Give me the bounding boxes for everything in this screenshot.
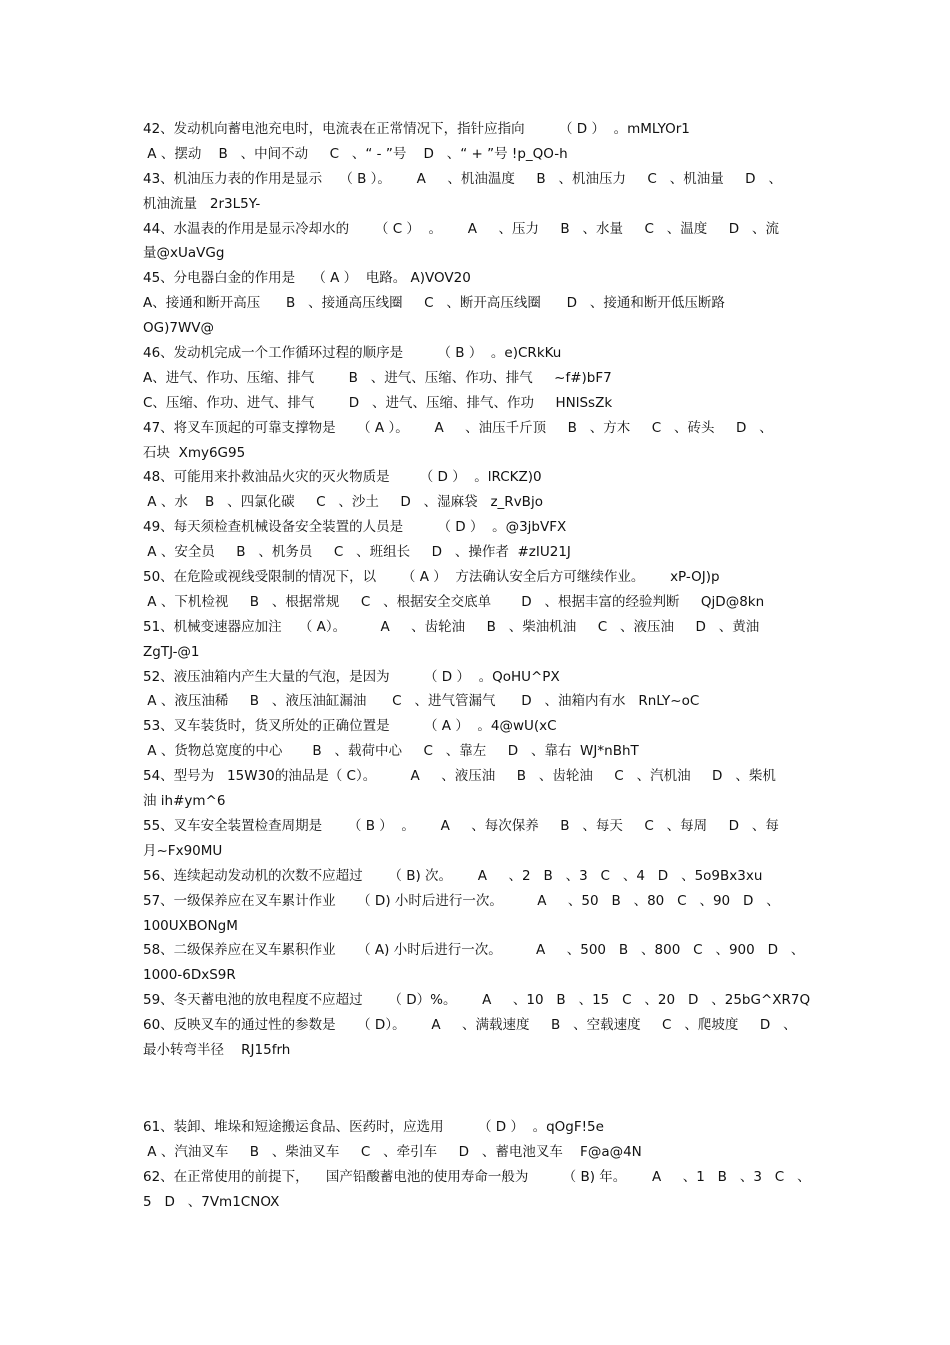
text-line: 5 D 、7Vm1CNOX	[143, 1193, 280, 1210]
text-line: A、进气、作功、压缩、排气 B 、进气、压缩、作功、排气 ~f#)bF7	[143, 369, 612, 386]
text-line: 100UXBONgM	[143, 917, 238, 934]
text-line: 57、一级保养应在叉车累计作业 （ D) 小时后进行一次。 A 、50 B 、80 C 、90 D 、	[143, 892, 780, 909]
text-line: 1000-6DxS9R	[143, 967, 236, 984]
text-line: 48、可能用来扑救油品火灾的灭火物质是 （ D ） 。lRCKZ)0	[143, 469, 542, 486]
question-block-42-60	[143, 117, 833, 1063]
text-line: 52、液压油箱内产生大量的气泡，是因为 （ D ） 。QoHU^PX	[143, 668, 560, 685]
text-line: 50、在危险或视线受限制的情况下，以 （ A ） 方法确认安全后方可继续作业。 xP-OJ)p	[143, 569, 720, 586]
text-line: C、压缩、作功、进气、排气 D 、进气、压缩、排气、作功 HNlSsZk	[143, 394, 613, 411]
text-line: 47、将叉车顶起的可靠支撑物是 （ A ）。 A 、油压千斤顶 B 、方木 C 、砖头 D 、	[143, 419, 773, 436]
text-line: 49、每天须检查机械设备安全装置的人员是 （ D ） 。@3jbVFX	[143, 519, 567, 536]
question-block-61-62	[143, 1115, 833, 1215]
text-line: 55、叉车安全装置检查周期是 （ B ） 。 A 、每次保养 B 、每天 C 、每周 D 、每	[143, 817, 779, 834]
text-line: A 、摆动 B 、中间不动 C 、“ - ”号 D 、“ + ”号 !p_QO-h	[143, 145, 568, 162]
text-line: 43、机油压力表的作用是显示 （ B ）。 A 、机油温度 B 、机油压力 C 、机油量 D 、	[143, 170, 782, 187]
text-line: ZgTJ-@1	[143, 643, 200, 660]
text-line: 机油流量 2r3L5Y-	[143, 195, 261, 212]
text-line: 56、连续起动发动机的次数不应超过 （ B) 次。 A 、2 B 、3 C 、4 D 、5o9Bx3xu	[143, 867, 763, 884]
text-line: 石块 Xmy6G95	[143, 444, 246, 461]
text-line: 44、水温表的作用是显示冷却水的 （ C ） 。 A 、压力 B 、水量 C 、温度 D 、流	[143, 220, 780, 237]
text-line: A、接通和断开高压 B 、接通高压线圈 C 、断开高压线圈 D 、接通和断开低压断路	[143, 295, 725, 312]
text-line: A 、汽油叉车 B 、柴油叉车 C 、牵引车 D 、蓄电池叉车 F@a@4N	[143, 1143, 642, 1160]
text-line: OG)7WV@	[143, 320, 215, 337]
text-line: A 、液压油稀 B 、液压油缸漏油 C 、进气管漏气 D 、油箱内有水 RnLY~oC	[143, 693, 700, 710]
text-line: 59、冬天蓄电池的放电程度不应超过 （ D）%。 A 、10 B 、15 C 、20 D 、25bG^XR7Q	[143, 992, 811, 1009]
text-line: 油 ih#ym^6	[143, 793, 226, 810]
text-line: A 、下机检视 B 、根据常规 C 、根据安全交底单 D 、根据丰富的经验判断 QjD@8kn	[143, 593, 765, 610]
text-line: A 、货物总宽度的中心 B 、载荷中心 C 、靠左 D 、靠右 WJ*nBhT	[143, 743, 639, 760]
text-line: 最小转弯半径 RJ15frh	[143, 1041, 291, 1058]
text-line: 51、机械变速器应加注 （ A）。 A 、齿轮油 B 、柴油机油 C 、液压油 D 、黄油	[143, 618, 760, 635]
text-line: 58、二级保养应在叉车累积作业 （ A) 小时后进行一次。 A 、500 B 、800 C 、900 D 、	[143, 942, 805, 959]
text-line: 46、发动机完成一个工作循环过程的顺序是 （ B ） 。e)CRkKu	[143, 345, 562, 362]
text-line: 42、发动机向蓄电池充电时，电流表在正常情况下，指针应指向 （ D ） 。mMLYOr1	[143, 121, 690, 137]
text-line: 54、型号为 15W30的油品是（ C）。 A 、液压油 B 、齿轮油 C 、汽机油 D 、柴机	[143, 768, 776, 785]
text-line: 量@xUaVGg	[143, 245, 225, 262]
text-line: 61、装卸、堆垛和短途搬运食品、医药时，应选用 （ D ） 。qOgF!5e	[143, 1119, 604, 1135]
text-line: 60、反映叉车的通过性的参数是 （ D）。 A 、满载速度 B 、空载速度 C 、爬坡度 D 、	[143, 1017, 797, 1034]
text-line: 53、叉车装货时，货叉所处的正确位置是 （ A ） 。4@wU(xC	[143, 718, 557, 735]
text-line: 45、分电器白金的作用是 （ A ） 电路。 A)VOV20	[143, 270, 471, 287]
text-line: A 、水 B 、四氯化碳 C 、沙土 D 、湿麻袋 z_RvBjo	[143, 494, 543, 511]
text-line: A 、安全员 B 、机务员 C 、班组长 D 、操作者 #zIU21J	[143, 544, 571, 561]
text-line: 月~Fx90MU	[143, 842, 223, 859]
text-line: 62、在正常使用的前提下， 国产铅酸蓄电池的使用寿命一般为 （ B) 年。 A 、1 B 、3 C 、	[143, 1168, 811, 1185]
